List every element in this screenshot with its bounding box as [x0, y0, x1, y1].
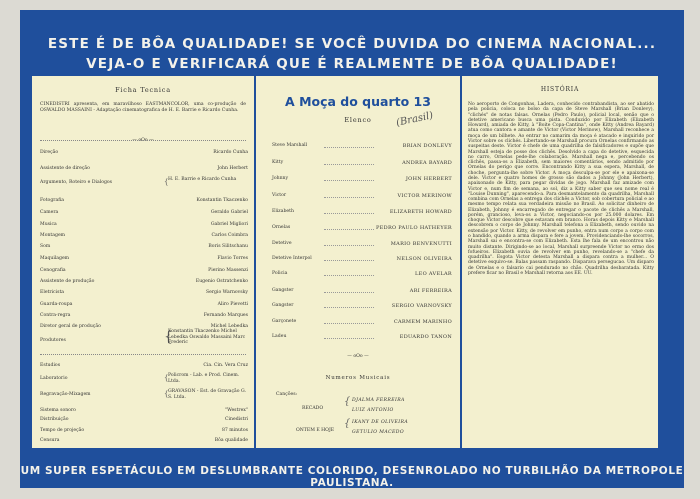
cast-row	[272, 160, 452, 165]
tech-row	[40, 177, 246, 186]
cast-row	[272, 319, 452, 324]
tech-row-label: Guarda-roupa	[40, 302, 73, 307]
tech-row	[40, 166, 246, 171]
tech-row	[40, 408, 246, 413]
cast-row	[272, 241, 452, 246]
tech-row-label: Regravação-Mixagem	[40, 392, 91, 397]
tech-row-value: Cia. Cin. Vera Cruz	[203, 363, 248, 368]
tech-row	[40, 198, 246, 203]
cast-row	[272, 225, 452, 230]
cast-panel: A Moça do quarto 13 Elenco (Brasil) Steve Marshall BRIAN DONLEVY Kitty ANDREA BAYARD Johnny JOHN HERBERT Victor VICTOR MERINOW Elizabeth ELIZABETH HOWARD Ornelas PEDRO PAULO HATHEYER Detetive MARIO BENVENUTTI Detetive Interpol NELSON OLIVEIRA Policia LEO AVELAR Gangster ARI FERREIRA Gangster SERGIO VARNOVSKY Garçonete CARMEM MARINHO Ladeu EDUARDO TANON — oOo — Numeros Musicais Canções: RECADO { DJALMA FERREIRA LUIZ ANTONIO ONTEM E HOJE { IKANY DE OLIVEIRA GETULIO MACEDO	[256, 76, 460, 448]
cast-actor: PEDRO PAULO HATHEYER	[376, 225, 452, 231]
tech-row-label: Sistema sonoro	[40, 408, 76, 413]
tech-row-label: Laboratorio	[40, 376, 68, 381]
tech-row	[40, 417, 246, 422]
cast-role: Garçonete	[272, 319, 297, 324]
tech-row	[40, 389, 246, 400]
tech-title: Ficha Tecnica	[115, 86, 171, 94]
tech-row-value: Michel Lebedka	[210, 324, 248, 329]
cast-row	[272, 256, 452, 261]
tech-row-label: Censura	[40, 438, 60, 443]
tech-row-value: Policrom - Lab. e Prod. Cinem. Ltda.	[168, 373, 240, 384]
brace-mark: {	[164, 374, 169, 382]
banner-line-1: ESTE É DE BÔA QUALIDADE! SE VOCÊ DUVIDA DO CINEMA NACIONAL...	[47, 36, 657, 52]
tech-row	[40, 363, 246, 368]
tech-row-value: Flavio Torres	[217, 256, 248, 261]
tech-row-label: Cenografia	[40, 268, 66, 273]
cast-role: Steve Marshall	[272, 143, 308, 148]
tech-row-value: Aliro Pievetti	[217, 302, 248, 307]
cast-subtitle: Elenco	[344, 116, 372, 124]
tech-row-value: H. E. Barrie e Ricardo Cunha	[168, 177, 237, 182]
tech-row	[40, 438, 246, 443]
cast-role: Gangster	[272, 288, 294, 293]
cast-actor: NELSON OLIVEIRA	[396, 256, 452, 262]
tech-row	[40, 313, 246, 318]
song-author-1a: DJALMA FERREIRA	[352, 398, 405, 403]
cast-actor: CARMEM MARINHO	[393, 319, 452, 325]
cast-role: Kitty	[272, 160, 284, 165]
tech-row-label: Assistente de produção	[40, 279, 95, 284]
song-title-1: RECADO	[302, 406, 324, 411]
song-author-2a: IKANY DE OLIVEIRA	[352, 420, 409, 425]
tech-row-label: Montagem	[40, 233, 66, 238]
history-text: No aeroporto de Congonhas, Ladera, conhecido contrabandista, ao ser abatido pela policia, coloca no bolso da capa de Steve Marshall (Brian Donlevy), "clichés" de notas falsas. Ornelas (Pedro Paulo), policial local, senão que o detetive americano busca uma pista. Conduzido por Elizabeth (Elizabeth Howard), amiada de Kitty, à "Boite Copa-Cantina", onde Kitty (Andrea Bayard) atua como cantora e amante de Victor (Victor Merinow), Marshall reconhece a moça de um bilhete. Ao entrar no camarim da moça é atacado e inquirido por Victor sobre os clichés. Libertando-se Marshall procura Ornelas confirmando as suspeitas deste. Victor é chefe de uma quadrilha de falsificadores e supõe que Marshall esteja de posse dos clichês. Desolvido a capa do detetive, esquecida no carro, Ornelas pede-lhe colaboração. Marshall nega e, percebendo os clichês, passa-os a Elizabeth, sem maiores comentários, sendo admitido por Ornelas do perigo que corre. Encontrando Kitty a sua espera, Marshall, de choche, pergunta-lhe sobre Victor. A moça desculpa-se por ele e apaixona-se dele. Victor e quatro homes de grosso são dados a Johnny (John Herbert), apaixonado de Kitty, para pegar dividas de jogo. Marshall faz amizade com Victor e, num fim de semana, ao sol, diz a Kitty saber que seu nome real é "Louise Dunning", aparecendo-a. Para desmantelamento da quadrilha, Marshall combina com Ornelas a entrega dos clichês a Victor, sob cobertura policial e ao mesmo tempo relata sua verdadeira missão no Brasil. Ao solicitar dinheiro de Elizabeth, Johnny é encarregado de entregar o pacote de clichês a Marshall, porém, grancioso, leva-os a Victor, negociando-os por 25.000 dolares. Em choque Victor descobre que estavam em branco. Horas depois Kitty e Marshall descobrem o corpo de Johnny. Marshall telefona a Elizabeth, sendo ouvido na extensão por Victor. Kitty, de revolver em punho, entra num corpo a corpo com o bandido, quando a arma dispara e fere a jovem. Providenciando-lhe socorros, Marshall sai e encontra-se com Elizabeth. Esta lhe fala de um encontrou não muito distante. Dirigindo-se ao local, Marshall surpreende Victor no ermo dos fofueiros. Elizabeth ouvia de revolver em punho, revelando-se a "chefe da quadrilha". Esgota Victor detesta Marshall a dispara contra a mulher... O detetive esquivo-se. Balas passam raspando. Disparava persegucao. Um disparo de Ornelas e o falsario cai pendurado no chão. Quadrilha desbaratada. Kitty prefere ficar no Brasil e Marshall retorna aos EE. UU.	[468, 102, 654, 276]
tech-row-value: GRAVASON - Est. de Gravação G. S. Ltda.	[168, 389, 246, 400]
tech-row-label: Som	[40, 244, 51, 249]
cast-actor: EDUARDO TANON	[399, 334, 452, 340]
song-author-2b: GETULIO MACEDO	[352, 430, 404, 435]
songs-label: Canções:	[276, 392, 298, 397]
tech-row-value: "Westrex"	[225, 408, 248, 413]
cast-row	[272, 193, 452, 198]
cast-row	[272, 288, 452, 293]
tech-row	[40, 210, 246, 215]
cast-separator: — oOo —	[347, 354, 369, 359]
tech-row-value: Bôa qualidade	[214, 438, 248, 443]
tech-row	[40, 268, 246, 273]
cast-actor: JOHN HERBERT	[405, 176, 452, 182]
tech-row	[40, 302, 246, 307]
tech-row	[40, 244, 246, 249]
cast-role: Ladeu	[272, 334, 287, 339]
tech-intro: CINEDISTRI apresenta, em maravilhoso EASTMANCOLOR, uma co-produção de OSWALDO MASSAINI - Adaptação cinematografica de H. E. Barrie e Ricardo Cunha.	[40, 102, 246, 113]
cast-role: Policia	[272, 271, 288, 276]
tech-row-label: Fotografia	[40, 198, 64, 203]
tech-row-value: Konstantin Tkaczenko Michel Lebedka Oswaldo Massaini Marc Frederic	[168, 329, 246, 346]
cast-role: Elizabeth	[272, 209, 294, 214]
tech-row-label: Maquilagem	[40, 256, 70, 261]
cast-row	[272, 176, 452, 181]
tech-separator: — oOo —	[132, 138, 154, 143]
tech-row-value: Carlos Coimbra	[211, 233, 248, 238]
cast-role: Detetive	[272, 241, 292, 246]
cast-actor: MARIO BENVENUTTI	[390, 241, 452, 247]
tech-row	[40, 329, 246, 346]
tech-row	[40, 290, 246, 295]
history-panel	[462, 76, 658, 448]
tech-row-label: Musica	[40, 222, 57, 227]
cast-role: Johnny	[272, 176, 289, 181]
tech-row-value: Gabriel Migliori	[210, 222, 248, 227]
cast-row	[272, 209, 452, 214]
banner-line-2: VEJA-O E VERIFICARÁ QUE É REALMENTE DE BÔA QUALIDADE!	[86, 56, 618, 72]
tech-row-value: John Herbert	[217, 166, 248, 171]
tech-row	[40, 222, 246, 227]
tech-row-value: Ricardo Cunha	[213, 150, 248, 155]
tech-row-value: 87 minutos	[221, 428, 248, 433]
cast-actor: ELIZABETH HOWARD	[389, 209, 452, 215]
tech-row-label: Camera	[40, 210, 59, 215]
tech-row	[40, 373, 246, 384]
cast-actor: BRIAN DONLEVY	[402, 143, 452, 149]
cast-role: Detetive Interpol	[272, 256, 312, 261]
tech-panel	[32, 76, 254, 448]
tech-row	[40, 256, 246, 261]
tech-row	[40, 428, 246, 433]
tech-row-value: Eugenio Ostratchenko	[195, 279, 248, 284]
divider	[40, 140, 246, 141]
song-title-2: ONTEM E HOJE	[296, 428, 335, 433]
tech-row-label: Produtores	[40, 338, 66, 343]
tech-row-value: Sergio Warnovsky	[205, 290, 248, 295]
cast-actor: ARI FERREIRA	[409, 288, 452, 294]
tech-row-value: Boris Silitschanu	[208, 244, 248, 249]
tech-row-value: Cinedistri	[225, 417, 248, 422]
divider	[40, 354, 246, 355]
tech-row-label: Tempo de projeção	[40, 428, 85, 433]
cast-actor: SERGIO VARNOVSKY	[391, 303, 452, 309]
brace-mark: {	[164, 390, 169, 398]
tech-row-value: Konstantin Tkaczenko	[196, 198, 248, 203]
tech-row-label: Argumento, Roteiro e Dialogos	[40, 180, 113, 185]
music-title: Numeros Musicais	[325, 375, 391, 381]
handwritten-note: (Brasil)	[395, 110, 435, 129]
cast-role: Gangster	[272, 303, 294, 308]
cast-row	[272, 303, 452, 308]
cast-role: Ornelas	[272, 225, 291, 230]
cast-row	[272, 334, 452, 339]
movie-title: A Moça do quarto 13	[285, 94, 431, 109]
cast-actor: VICTOR MERINOW	[397, 193, 452, 199]
tech-row-value: Fernando Marques	[203, 313, 248, 318]
tech-row-value: Pierino Massenzi	[208, 268, 248, 273]
banner-footer: UM SUPER ESPETÁCULO EM DESLUMBRANTE COLORIDO, DESENROLADO NO TURBILHÃO DA METROPOLE PAULISTANA.	[20, 465, 684, 489]
cast-row	[272, 143, 452, 148]
tech-row-value: Geraldo Gabriel	[210, 210, 248, 215]
cast-actor: LEO AVELAR	[415, 271, 452, 277]
tech-row-label: Contra-regra	[40, 313, 71, 318]
tech-row	[40, 279, 246, 284]
brace-mark: {	[164, 329, 173, 345]
tech-row-label: Assistente de direção	[40, 166, 90, 171]
brace-mark: {	[164, 178, 169, 186]
tech-row-label: Distribuição	[40, 417, 69, 422]
history-title: HISTÓRIA	[540, 86, 580, 93]
cast-row	[272, 271, 452, 276]
tech-row-label: Eletricista	[40, 290, 65, 295]
tech-row	[40, 233, 246, 238]
cast-role: Victor	[272, 193, 287, 198]
tech-row-label: Direção	[40, 150, 59, 155]
song-author-1b: LUIZ ANTONIO	[352, 408, 394, 413]
cast-actor: ANDREA BAYARD	[402, 160, 452, 166]
tech-row-label: Estudios	[40, 363, 61, 368]
tech-row	[40, 150, 246, 155]
tech-row-label: Diretor geral de produção	[40, 324, 101, 329]
